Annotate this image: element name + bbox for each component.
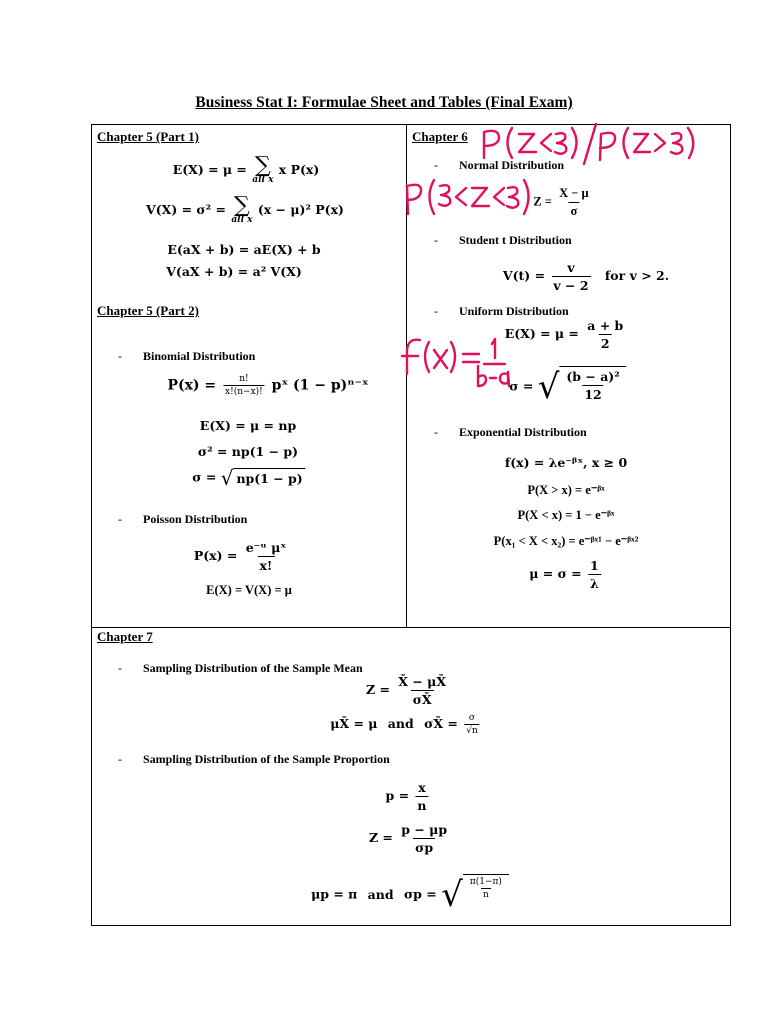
binomial-variance: σ² = np(1 − p): [197, 444, 299, 459]
and-word: and: [387, 716, 414, 731]
sum-limit: all x: [231, 215, 253, 225]
sample-mean-sigma-lhs: σX̄ =: [424, 716, 458, 731]
and-word: and: [367, 886, 394, 902]
sample-mean-z-denominator: σX̄: [412, 692, 432, 707]
linear-expectation-formula: E(aX + b) = aE(X) + b: [167, 242, 321, 257]
sample-proportion-p-lhs: p =: [385, 788, 410, 803]
exponential-lt: P(X < x) = 1 − e⁻ᵝˣ: [517, 508, 615, 522]
sample-proportion-z-denominator: σp: [415, 840, 434, 855]
normal-z-denominator: σ: [570, 204, 578, 218]
binomial-sd-radicand: np(1 − p): [233, 468, 305, 488]
exponential-bullet: - Exponential Distribution: [434, 425, 587, 439]
student-t-label: Student t Distribution: [459, 233, 572, 247]
student-t-denominator: v − 2: [553, 278, 589, 293]
student-t-condition: for v > 2.: [604, 268, 670, 283]
uniform-bullet: - Uniform Distribution: [434, 304, 569, 318]
uniform-sd-lhs: σ =: [509, 378, 534, 394]
exponential-mu-denominator: λ: [589, 576, 599, 591]
uniform-label: Uniform Distribution: [459, 304, 569, 318]
sample-proportion-label: Sampling Distribution of the Sample Proportion: [143, 752, 390, 766]
uniform-mean-numerator: a + b: [587, 318, 624, 333]
expectation-rhs: x P(x): [278, 162, 320, 177]
square-root: √ np(1 − p): [221, 468, 306, 488]
exponential-between: P(x₁ < X < x₂) = e⁻ᵝˣ¹ − e⁻ᵝˣ²: [493, 534, 639, 548]
uniform-mean-lhs: E(X) = μ =: [504, 326, 579, 341]
binomial-coefficient-denominator: x!(n−x)!: [225, 387, 263, 397]
annotation-p-z-lt-3-over-p-z-gt-3: [484, 124, 693, 164]
normal-z-numerator: X − μ: [559, 186, 589, 200]
exponential-mu-lhs: μ = σ =: [529, 566, 582, 581]
uniform-mean-denominator: 2: [600, 336, 610, 351]
normal-z-lhs: Z =: [533, 194, 552, 209]
sample-mean-sigma-numerator: σ: [468, 713, 476, 723]
poisson-moments: E(X) = V(X) = μ: [206, 583, 292, 597]
uniform-sd-numerator: (b − a)²: [566, 369, 620, 384]
poisson-pmf-lhs: P(x) =: [193, 548, 238, 563]
student-t-lhs: V(t) =: [502, 268, 546, 283]
sample-proportion-z-numerator: p − μp: [401, 822, 448, 837]
normal-bullet: - Normal Distribution: [434, 158, 564, 172]
chapter5-part1-heading: Chapter 5 (Part 1): [97, 129, 199, 144]
student-t-numerator: v: [567, 260, 575, 275]
binomial-bullet: - Binomial Distribution: [118, 349, 256, 363]
binomial-mean: E(X) = μ = np: [199, 418, 297, 433]
exponential-pdf: f(x) = λe⁻ᵝˣ, x ≥ 0: [504, 455, 628, 470]
chapter5-part2-heading: Chapter 5 (Part 2): [97, 303, 199, 318]
sample-proportion-mu: μp = π: [311, 886, 358, 902]
sum-symbol: ∑ all x: [231, 193, 253, 225]
square-root: √ $\frac{\text{(b − a)²}}{12}$: [538, 366, 627, 408]
student-t-bullet: - Student t Distribution: [434, 233, 572, 247]
annotation-uniform-pdf: [402, 339, 509, 386]
poisson-denominator: x!: [259, 558, 273, 573]
sample-proportion-z-lhs: Z =: [368, 830, 393, 845]
exponential-mu-numerator: 1: [590, 558, 599, 573]
chapter6-heading: Chapter 6: [412, 129, 468, 144]
sample-proportion-sigma-lhs: σp =: [403, 886, 437, 902]
variance-lhs: V(X) = σ² =: [146, 202, 226, 217]
variance-rhs: (x − μ)² P(x): [257, 202, 344, 217]
normal-label: Normal Distribution: [459, 158, 564, 172]
binomial-sd-lhs: σ =: [192, 469, 217, 485]
annotation-p-3-lt-z-lt-3: [407, 180, 529, 214]
sample-proportion-p-numerator: x: [418, 780, 426, 795]
binomial-pmf-rhs: pˣ (1 − p)ⁿ⁻ˣ: [271, 377, 369, 394]
sum-symbol: ∑ all x: [252, 153, 274, 185]
sample-mean-label: Sampling Distribution of the Sample Mean: [143, 661, 363, 675]
linear-variance-formula: V(aX + b) = a² V(X): [166, 264, 302, 279]
sample-mean-mu: μX̄ = μ: [330, 716, 378, 731]
sample-proportion-p-denominator: n: [417, 798, 427, 813]
square-root: √ $\frac{\pi(1-\pi)}{n}$: [441, 874, 509, 916]
sample-mean-bullet: - Sampling Distribution of the Sample Mean: [118, 661, 363, 675]
sample-mean-z-lhs: Z =: [365, 682, 390, 697]
chapter7-heading: Chapter 7: [97, 629, 153, 644]
binomial-label: Binomial Distribution: [143, 349, 256, 363]
binomial-coefficient-numerator: n!: [239, 374, 249, 384]
expectation-lhs: E(X) = μ =: [172, 162, 247, 177]
document-title: Business Stat I: Formulae Sheet and Tables (Final Exam): [195, 94, 573, 111]
sample-proportion-sigma-denominator: n: [482, 890, 489, 900]
poisson-numerator: e⁻ᵘ μˣ: [245, 540, 287, 555]
poisson-label: Poisson Distribution: [143, 512, 248, 526]
sample-mean-sigma-denominator: √n: [466, 726, 478, 736]
sum-limit: all x: [252, 175, 274, 185]
exponential-gt: P(X > x) = e⁻ᵝˣ: [527, 483, 605, 497]
poisson-bullet: - Poisson Distribution: [118, 512, 248, 526]
uniform-sd-denominator: 12: [584, 387, 602, 402]
sample-mean-z-numerator: X̄ − μX̄: [398, 674, 447, 689]
binomial-pmf-lhs: P(x) =: [167, 377, 217, 394]
sample-proportion-bullet: - Sampling Distribution of the Sample Proportion: [118, 752, 390, 766]
sample-proportion-sigma-numerator: π(1−π): [469, 877, 502, 887]
exponential-label: Exponential Distribution: [459, 425, 587, 439]
